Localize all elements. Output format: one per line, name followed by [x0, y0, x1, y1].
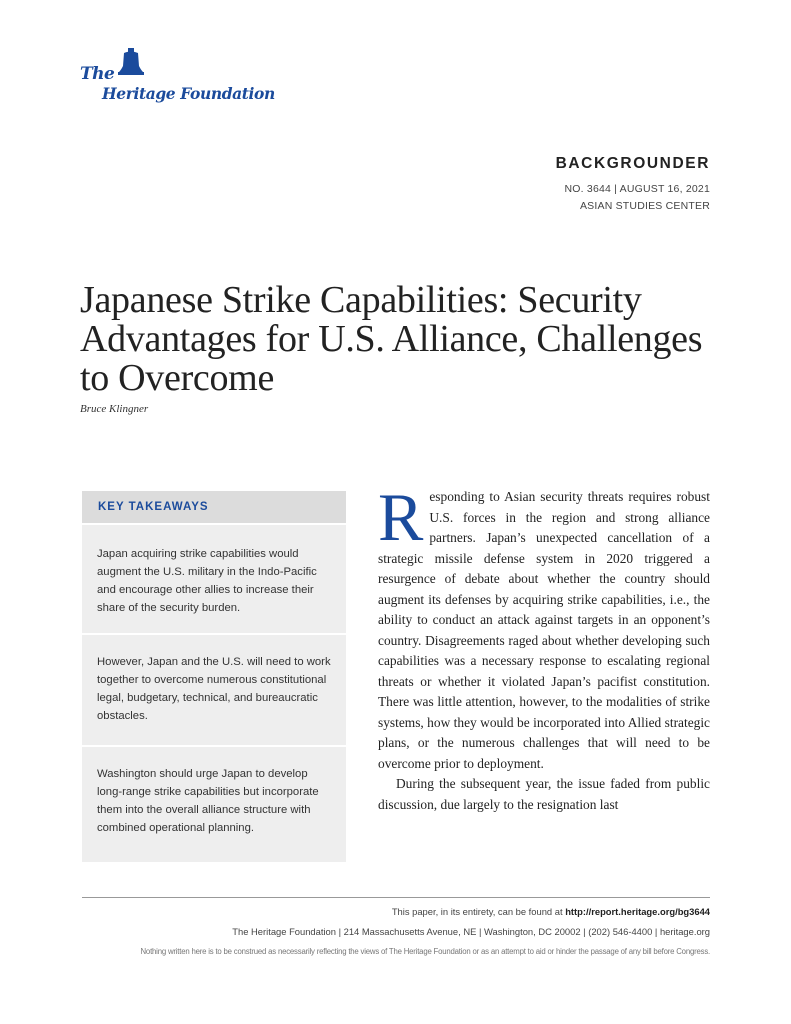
document-meta — [556, 155, 710, 215]
key-takeaways-header: KEY TAKEAWAYS — [82, 491, 346, 523]
footer-address-line: The Heritage Foundation | 214 Massachusetts Avenue, NE | Washington, DC 20002 | (202) 546-4400 | heritage.org — [232, 926, 710, 937]
document-number-date: NO. 3644 | AUGUST 16, 2021 — [564, 183, 710, 195]
key-takeaways-box — [82, 491, 346, 864]
drop-cap: R — [378, 479, 424, 555]
footer-disclaimer: Nothing written here is to be construed as necessarily reflecting the views of The Heritage Foundation or as an attempt to aid or hinder the passage of any bill before Congress. — [140, 947, 710, 956]
liberty-bell-icon — [118, 48, 144, 76]
author: Bruce Klingner — [80, 403, 149, 415]
body-paragraph — [378, 479, 710, 774]
body-paragraph: During the subsequent year, the issue faded from public discussion, due largely to the resignation last — [378, 776, 710, 812]
document-type: BACKGROUNDER — [555, 155, 710, 172]
takeaway-item: Washington should urge Japan to develop long-range strike capabilities but incorporate them into the overall alliance structure with combined operational planning. — [82, 747, 346, 862]
takeaway-item: Japan acquiring strike capabilities would augment the U.S. military in the Indo-Pacific and encourage other allies to increase their share of the security burden. — [82, 525, 346, 633]
footer-divider — [82, 897, 710, 898]
body-text-column — [378, 479, 710, 815]
footer-url-prefix: This paper, in its entirety, can be found at — [391, 906, 566, 917]
heritage-logo[interactable] — [80, 48, 280, 108]
takeaway-item: However, Japan and the U.S. will need to work together to overcome numerous constitutional legal, budgetary, technical, and bureaucratic obstacles. — [82, 635, 346, 745]
paragraph-text: esponding to Asian security threats requires robust U.S. forces in the region and strong alliance partners. Japan’s unexpected cancellation of a strategic missile defense system in 2020 triggered a resurgence of debate about whether the country should augment its defenses by acquiring strike capabilities, i.e., the ability to conduct an attack against targets in an opponent’s country. Disagreements raged about whether developing such capabilities was a necessary response to escalating regional threats or whether it violated Japan’s pacifist constitution. There was little attention, however, to the modalities of strike systems, how they would be incorporated into Allied strategic plans, or the numerous challenges that will need to be overcome prior to deployment. — [378, 489, 710, 771]
report-url-link[interactable]: http://report.heritage.org/bg3644 — [565, 906, 710, 917]
footer-url-line — [392, 906, 710, 917]
page-title: Japanese Strike Capabilities: Security Advantages for U.S. Alliance, Challenges to Overcome — [80, 279, 703, 399]
logo-name-text: Heritage Foundation — [102, 84, 275, 103]
logo-the-text: The — [80, 64, 115, 84]
document-center: ASIAN STUDIES CENTER — [579, 200, 710, 212]
